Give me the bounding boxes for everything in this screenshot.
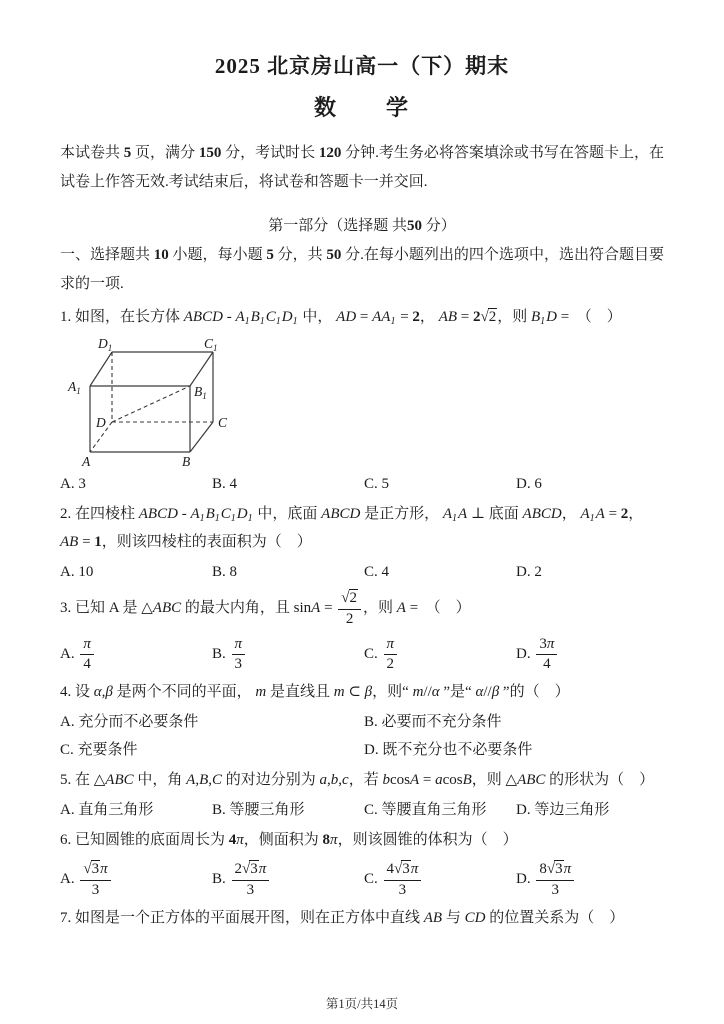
cuboid-figure: [60, 334, 664, 468]
exam-instructions: 本试卷共 5 页，满分 150 分，考试时长 120 分钟.考生务必将答案填涂或书写在答题卡上，在试卷上作答无效.考试结束后，将试卷和答题卡一并交回.: [60, 145, 664, 190]
vertex-label-a1: $A_1$: [68, 379, 81, 396]
question-4-stem: 4. 设 α,β 是两个不同的平面， m 是直线且 m ⊂ β，则“ m//α ”是“ α//β ”的（ ）: [60, 684, 570, 700]
question-5-option-a: A. 直角三角形: [60, 802, 154, 818]
question-2-option-d: D. 2: [516, 564, 542, 580]
section1-instructions: 一、选择题共 10 小题，每小题 5 分，共 50 分.在每小题列出的四个选项中，选出符合题目要求的一项.: [60, 247, 664, 292]
question-3: [60, 589, 664, 674]
cuboid-figure-svg: [60, 334, 260, 468]
question-4-option-a: A. 充分而不必要条件: [60, 714, 199, 730]
question-2-option-c: C. 4: [364, 564, 390, 580]
question-1: [60, 304, 664, 496]
question-5-option-c: C. 等腰直角三角形: [364, 802, 487, 818]
vertex-label-c1: $C_1$: [204, 336, 218, 353]
question-4: [60, 679, 664, 762]
question-4-option-c: C. 充要条件: [60, 742, 138, 758]
question-6-options: [60, 860, 664, 900]
question-3-option-a: A. $\frac{\pi}{4}$: [60, 635, 212, 675]
question-4-option-b: B. 必要而不充分条件: [364, 714, 502, 730]
question-1-stem: 1. 如图，在长方体 ABCD - $A_1B_1C_1D_1$ 中， AD = $AA_1 = 2$， AB = 2√2，则 $B_1D$ = （ ）: [60, 309, 622, 327]
question-1-options: [60, 472, 664, 496]
question-6-option-b: B. $\frac{2√3\pi}{3}$: [212, 860, 364, 900]
vertex-label-d1: $D_1$: [98, 336, 113, 353]
question-5: [60, 767, 664, 822]
vertex-label-a: A: [82, 454, 91, 468]
question-7-stem: 7. 如图是一个正方体的平面展开图，则在正方体中直线 AB 与 CD 的位置关系为（ ）: [60, 909, 625, 926]
question-3-options: [60, 635, 664, 675]
question-5-option-b: B. 等腰三角形: [212, 802, 305, 818]
question-5-options: [60, 798, 664, 822]
page-title: 2025 北京房山高一（下）期末: [214, 54, 510, 78]
part1-heading: 第一部分（选择题 共50 分）: [268, 218, 456, 234]
question-7: [60, 905, 664, 932]
question-6: [60, 827, 664, 900]
question-1-option-a: A. 3: [60, 476, 86, 492]
question-2-option-b: B. 8: [212, 564, 238, 580]
question-4-options: [60, 710, 664, 762]
question-2: [60, 501, 664, 584]
vertex-label-d: D: [96, 415, 106, 430]
question-1-option-d: D. 6: [516, 476, 542, 492]
question-3-stem: 3. 已知 A 是 △ABC 的最大内角，且 sinA = $\frac{√2}{2}$ ，则 A = （ ）: [60, 590, 471, 627]
vertex-label-c: C: [218, 415, 228, 430]
question-3-option-d: D. $\frac{3\pi}{4}$: [516, 635, 664, 675]
question-4-option-d: D. 既不充分也不必要条件: [364, 742, 533, 758]
question-2-stem: 2. 在四棱柱 ABCD - $A_1B_1C_1D_1$ 中，底面 ABCD 是正方形， $A_1A$ ⊥ 底面 ABCD， $A_1A = 2$， AB = 1，则该四棱柱的表面积为（ ）: [60, 506, 644, 550]
vertex-label-b1: $B_1$: [194, 384, 207, 401]
question-3-option-c: C. $\frac{\pi}{2}$: [364, 635, 516, 675]
question-6-stem: 6. 已知圆锥的底面周长为 4π，侧面积为 8π，则该圆锥的体积为（ ）: [60, 832, 518, 848]
question-1-option-c: C. 5: [364, 476, 390, 492]
page-footer: 第1页/共14页: [325, 997, 399, 1011]
subject-title: 数 学: [313, 95, 410, 120]
question-3-option-b: B. $\frac{\pi}{3}$: [212, 635, 364, 675]
question-2-option-a: A. 10: [60, 564, 94, 580]
question-5-option-d: D. 等边三角形: [516, 802, 610, 818]
question-2-options: [60, 560, 664, 584]
vertex-label-b: B: [182, 454, 191, 468]
question-5-stem: 5. 在 △ABC 中，角 A,B,C 的对边分别为 a,b,c，若 bcosA = acosB，则 △ABC 的形状为（ ）: [60, 772, 655, 788]
question-6-option-a: A. $\frac{√3\pi}{3}$: [60, 860, 212, 900]
question-6-option-d: D. $\frac{8√3\pi}{3}$: [516, 860, 664, 900]
question-1-option-b: B. 4: [212, 476, 238, 492]
question-6-option-c: C. $\frac{4√3\pi}{3}$: [364, 860, 516, 900]
